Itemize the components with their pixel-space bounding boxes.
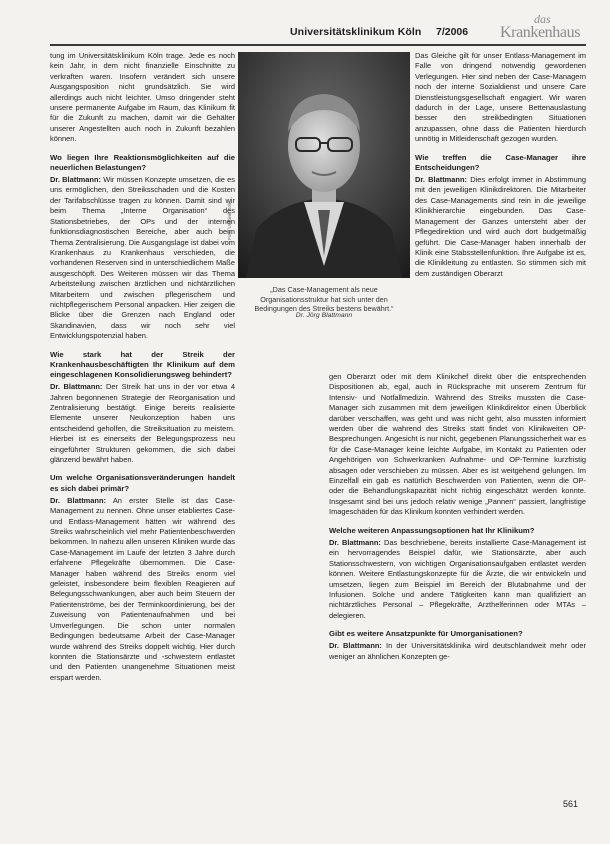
body-paragraph: [50, 382, 235, 465]
interview-question: Wie treffen die Case-Manager ihre Entscheidungen?: [415, 152, 586, 172]
interview-question: Um welche Organisationsveränderungen handelt es sich dabei primär?: [50, 473, 235, 493]
right-column-bottom: [329, 372, 586, 662]
body-paragraph: Das Gleiche gilt für unser Entlass-Management im Falle von dringend notwendig gewordenen Verlegungen. Hier sind neben der Case-Managern noch der interne Sozialdienst und unsere Care Dienstleistungsgesellschaft engagiert. Wir waren dadurch in der Lage, unsere Bettenauslastung besser den streikbedingten Situationen anzupassen, ohne dass die Patienten hierdurch unnötig in Mitleidenschaft gezogen wurden.: [415, 51, 586, 144]
page-number: 561: [563, 799, 579, 809]
body-paragraph: [50, 496, 235, 683]
speaker-label: Dr. Blattmann:: [50, 175, 101, 185]
photo-caption: „Das Case-Management als neue Organisationsstruktur hat sich unter den Bedingungen des Streiks bestens bewährt.“: [254, 285, 394, 313]
interview-question: Wo liegen Ihre Reaktionsmöglichkeiten auf die neuerlichen Belastungen?: [50, 152, 235, 172]
answer-text: Das beschriebene, bereits installierte Case-Management ist ein hervorragendes Beispiel dafür, wie Stationsärzte, aber auch Stationsschwestern, von wichtigen Organisationsaufgaben entlastet werden können. Weitere Entlastungskonzepte für die Ärzte, die wir entwickeln und umsetzen, liegen zum Beispiel im Bereich der Blutabnahme und der Infusionen. Solche und andere Tätigkeiten kann man qualifiziert an nichtärztliches Personal – Pflegekräfte, Arzthelferinnen oder MTAs – delegieren.: [329, 537, 586, 620]
interview-question: Welche weiteren Anpassungsoptionen hat Ihr Klinikum?: [329, 525, 535, 535]
speaker-label: Dr. Blattmann:: [329, 641, 382, 651]
answer-text: Der Streik hat uns in der vor etwa 4 Jahren begonnenen Strategie der Reorganisation und Zentralisierung bestätigt. Einige bereits realisierte Elemente unserer Neukonzeption haben uns entscheidend geholfen, die Streiksituation zu meistern. Hierbei ist es einerseits der Belegungsprozess neu eingeführter Strukturen gekommen, die sich dabei glänzend bewährt haben.: [50, 382, 236, 465]
speaker-label: Dr. Blattmann:: [50, 495, 106, 505]
speaker-label: Dr. Blattmann:: [50, 382, 103, 392]
photo-credit: Foto: Uniklinik Köln: [227, 201, 232, 240]
answer-text: Dies erfolgt immer in Abstimmung mit den jeweiligen Klinikdirektoren. Die Mitarbeiter des Case-Managements sind rein in die jeweilige Klinikhierarchie eingebunden. Das Case-Management der Ganzes untersteht aber der Pflegedirektion und wird auch dort budgetmäßig geführt. Die Case-Manager haben innerhalb der Klinik eine Stabsstellenfunktion. Ihre Aufgabe ist es, die Klinikleitung zu entlasten. So stimmen sich mit dem zuständigen Oberarzt: [415, 175, 586, 278]
interview-question: Wie stark hat der Streik der Krankenhausbeschäftigten Ihr Klinikum auf dem eingeschlagenen Konsolidierungsweg behindert?: [50, 349, 235, 379]
left-column: [50, 51, 235, 683]
body-paragraph: [329, 641, 586, 662]
header-title: Universitätsklinikum Köln: [290, 26, 422, 38]
right-column-top: [415, 51, 586, 279]
body-paragraph: [415, 175, 586, 279]
speaker-label: Dr. Blattmann:: [415, 175, 467, 185]
logo-text-top: das: [534, 12, 551, 26]
magazine-logo: [500, 14, 590, 44]
interview-question: Gibt es weitere Ansatzpunkte für Umorganisationen?: [329, 629, 523, 639]
speaker-label: Dr. Blattmann:: [329, 537, 381, 547]
body-paragraph: [50, 175, 235, 342]
answer-text: Wir müssen Konzepte umsetzen, die es uns ermöglichen, den Streiksschaden und die Kosten der Tarifabschlüsse tragen zu können. Damit sind wir beim Thema „Interne Organisation“ des Stationsbetriebes, der OPs und der internen funktionsdiagnostischen Bereiche, aber auch beim Thema Zentralisierung. Die Ausgangslage ist dabei vom Krankenhaus zu Krankenhaus verschieden, die vorhandenen Reserven sind in unterschiedlichem Maße ausgeschöpft. Des Weiteren müssen wir das Thema Arbeitsteilung zwischen ärztlichen und nichtärztlichen Mitarbeitern und zwischen pflegerischem und nichtpflegerischem Personal anpacken. Hier zeigen die Blicke über die Grenzen nach England oder Skandinavien, dass wir noch sehr viel Entwicklungspotenzial haben.: [50, 175, 236, 341]
body-paragraph: [329, 538, 586, 621]
body-paragraph: tung im Universitätsklinikum Köln trage. Jede es noch kein Jahr, in dem nicht finanzielle Einschnitte zu verkraften waren. Insofern verändert sich unsere Ausgangsposition nicht grundsätzlich. Sie wird allerdings auch nicht leichter. Umso dringender steht unsere permanente Aufgabe im Raum, das Klinikum fit für die Zukunft zu machen, damit wir die Gehälter unserer Angestellten auch noch in Zukunft bezahlen können.: [50, 51, 235, 144]
portrait-photo: [238, 52, 410, 278]
issue-number: 7/2006: [436, 26, 469, 38]
body-paragraph: gen Oberarzt oder mit dem Klinikchef direkt über die entsprechenden Dispositionen ab, egal, auch in Rücksprache mit unserem Zentrum für Intensiv- und Notfallmedizin. Während des Streiks mussten die Case-Manager sich zusammen mit dem jeweiligen Klinikdirektor einen Überblick darüber verschaffen, was geht und was nicht geht, also mussten informiert werden über die wahrend des Streiks statt findet von Klinikweiten OP-Besprechungen. Angesicht is nur nicht, gegebenen Planungssicherheit war es für die Case-Manager keine leichte Aufgabe, im Kontakt zu Patienten oder Angehörigen von Schwerkranken Aufnahme- und OP-Termine kurzfristig absagen oder verschieben zu müssen. Aber es ist weitgehend gelungen. Im Einzelfall ein gab es natürlich Beschwerden von Patienten, wenn die OP- oder die Behandlungskapazität nicht richtig eingeschätzt werden konnte. Insgesamt sind bei uns jedoch relativ wenige „Pannen“ passiert, langfristige Imageschäden für das Klinikum konnten verhindert werden.: [329, 372, 586, 517]
answer-text: An erster Stelle ist das Case-Management zu nennen. Ohne unser etabliertes Case- und Entlass-Management hätten wir während des Streiks wahrscheinlich viel mehr Patientenbeschwerden bekommen. In nahezu allen unseren Kliniken wurde das Case-Management im Laufe der letzten 3 Jahre durch erfahrene Pflegekräfte übernommen. Die Case-Manager haben während des Streiks enorm viel geleistet, insbesondere beim flexiblen Reagieren auf Belegungsschwankungen, aber auch beim Steuern der Patientenströme, bei der Terminkoordinierung, bei der Zuweisung von Patientenaufnahmen und bei Umverlegungen. Die schon unter normalen Bedingungen bedeutsame Arbeit der Case-Manager wurde während des Streiks doppelt wichtig. Hier durch konnten die Stationsärzte und -schwestern entlastet und den Patienten unangenehme Situationen meist erspart werden.: [50, 495, 235, 682]
header-rule: [50, 44, 586, 46]
logo-text-bottom: Krankenhaus: [500, 24, 581, 41]
portrait-image: [238, 52, 410, 278]
answer-text: In der Universitätsklinika wird deutschlandweit mehr oder weniger an ähnlichen Konzepten ge-: [329, 641, 586, 661]
caption-author: Dr. Jörg Blattmann: [295, 312, 353, 319]
